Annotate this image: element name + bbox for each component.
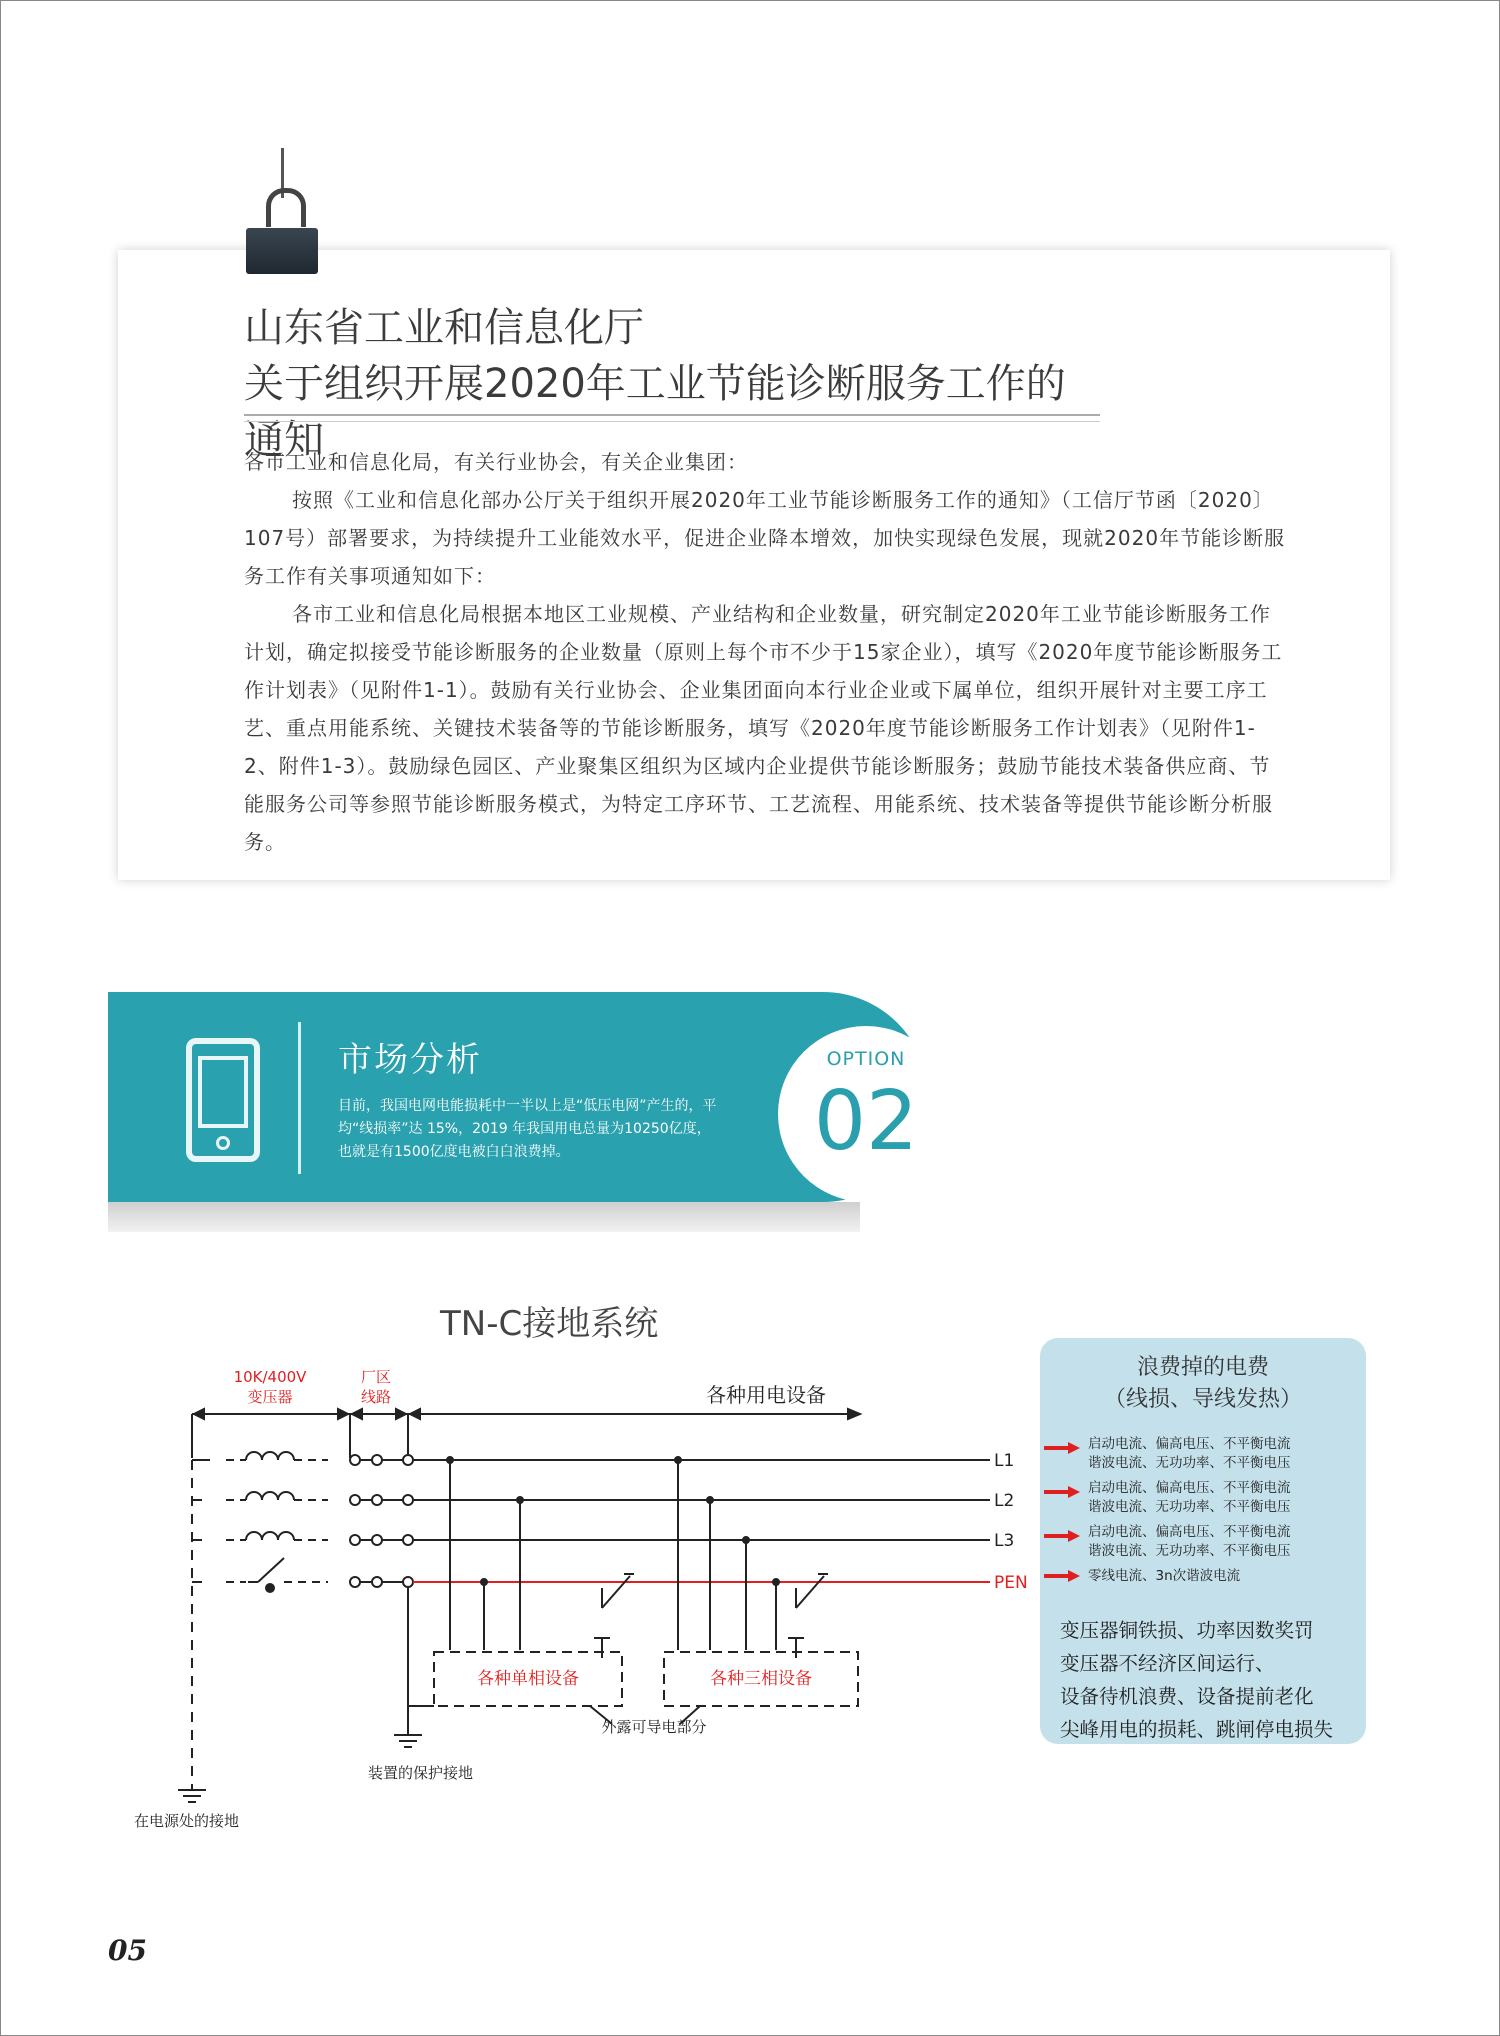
loss-item-l2 xyxy=(1088,1479,1291,1517)
loss-summary-line4: 尖峰用电的损耗、跳闸停电损失 xyxy=(1060,1718,1334,1741)
conductor-label-L3: L3 xyxy=(994,1531,1015,1551)
loss-title-line1: 浪费掉的电费 xyxy=(1136,1355,1269,1380)
loss-summary-line1: 变压器铜铁损、功率因数奖罚 xyxy=(1060,1619,1314,1642)
loss-title xyxy=(1040,1352,1366,1416)
arrow-right-icon xyxy=(1044,1570,1080,1582)
conductor-label-L1: L1 xyxy=(994,1451,1015,1471)
line-label-2: 线路 xyxy=(360,1388,392,1406)
binder-clip-body xyxy=(246,228,318,274)
dimension-line xyxy=(192,1409,860,1458)
source-ground-label: 在电源处的接地 xyxy=(134,1812,240,1830)
loss-item-l3 xyxy=(1088,1523,1291,1561)
page-number: 05 xyxy=(108,1934,147,1967)
conductor-label-L2: L2 xyxy=(994,1491,1015,1511)
loss-item-pen-line1: 零线电流、3n次谐波电流 xyxy=(1088,1568,1241,1584)
loss-summary-line3: 设备待机浪费、设备提前老化 xyxy=(1060,1685,1314,1708)
notice-body xyxy=(244,443,1288,861)
transformer-label-2: 变压器 xyxy=(247,1388,293,1406)
loss-item-l1-line2: 谐波电流、无功功率、不平衡电压 xyxy=(1088,1455,1291,1471)
conductors xyxy=(350,1455,990,1587)
source-ground-icon xyxy=(178,1790,206,1802)
notice-paragraph-1: 按照《工业和信息化部办公厅关于组织开展2020年工业节能诊断服务工作的通知》（工信厅节函〔2020〕107号）部署要求，为持续提升工业能效水平，促进企业降本增效，加快实现绿色发展，现就2020年节能诊断服务工作有关事项通知如下： xyxy=(244,488,1286,588)
market-text: 目前，我国电网电能损耗中一半以上是“低压电网”产生的，平均“线损率”达 15%，2019 年我国用电总量为10250亿度，也就是有1500亿度电被白白浪费掉。 xyxy=(338,1098,717,1160)
single-phase-label: 各种单相设备 xyxy=(477,1669,579,1689)
three-phase-label: 各种三相设备 xyxy=(710,1669,812,1689)
diagram-title: TN-C接地系统 xyxy=(440,1304,659,1344)
protective-ground-label: 装置的保护接地 xyxy=(368,1764,474,1782)
arrow-right-icon xyxy=(1044,1442,1080,1454)
protective-ground-icon xyxy=(394,1735,422,1747)
transformer-label-1: 10K/400V xyxy=(233,1368,307,1386)
banner-divider xyxy=(298,1022,301,1174)
loss-item-l2-line1: 启动电流、偏高电压、不平衡电流 xyxy=(1088,1480,1291,1496)
neutral-point xyxy=(265,1583,275,1593)
loss-title-line2: （线损、导线发热） xyxy=(1103,1387,1302,1412)
loss-summary xyxy=(1060,1614,1356,1746)
source-wiring xyxy=(192,1452,328,1790)
title-underline xyxy=(244,414,1100,422)
smartphone-icon xyxy=(186,1038,260,1162)
notice-title-line1: 山东省工业和信息化厅 xyxy=(244,305,644,351)
exposed-parts-label: 外露可导电部分 xyxy=(601,1718,707,1736)
equipment-taps xyxy=(447,1457,779,1650)
tn-c-diagram xyxy=(120,1360,1040,1840)
loss-item-l3-line1: 启动电流、偏高电压、不平衡电流 xyxy=(1088,1524,1291,1540)
equipment-label: 各种用电设备 xyxy=(706,1383,826,1407)
option-badge xyxy=(778,1026,954,1202)
line-label-1: 厂区 xyxy=(360,1368,392,1386)
phone-screen xyxy=(198,1056,248,1128)
binder-clip-icon xyxy=(266,188,306,227)
banner-shadow xyxy=(108,1202,860,1232)
loss-item-l1 xyxy=(1088,1435,1291,1473)
loss-panel xyxy=(1040,1338,1366,1744)
loss-item-l1-line1: 启动电流、偏高电压、不平衡电流 xyxy=(1088,1436,1291,1452)
option-label: OPTION xyxy=(826,1048,906,1070)
notice-title-line2: 关于组织开展2020年工业节能诊断服务工作的通知 xyxy=(244,361,1066,463)
loss-item-pen xyxy=(1088,1567,1240,1586)
loss-item-l2-line2: 谐波电流、无功功率、不平衡电压 xyxy=(1088,1499,1291,1515)
notice-paragraph-2: 各市工业和信息化局根据本地区工业规模、产业结构和企业数量，研究制定2020年工业节能诊断服务工作计划，确定拟接受节能诊断服务的企业数量（原则上每个市不少于15家企业），填写《2020年度节能诊断服务工作计划表》（见附件1-1）。鼓励有关行业协会、企业集团面向本行业企业或下属单位，组织开展针对主要工序工艺、重点用能系统、关键技术装备等的节能诊断服务，填写《2020年度节能诊断服务工作计划表》（见附件1-2、附件1-3）。鼓励绿色园区、产业聚集区组织为区域内企业提供节能诊断服务；鼓励节能技术装备供应商、节能服务公司等参照节能诊断服务模式，为特定工序环节、工艺流程、用能系统、技术装备等提供节能诊断分析服务。 xyxy=(244,602,1283,854)
arrow-right-icon xyxy=(1044,1486,1080,1498)
notice-salutation: 各市工业和信息化局，有关行业协会，有关企业集团： xyxy=(244,450,748,474)
loss-item-l3-line2: 谐波电流、无功功率、不平衡电压 xyxy=(1088,1543,1291,1559)
loss-summary-line2: 变压器不经济区间运行、 xyxy=(1060,1652,1275,1675)
conductor-label-PEN: PEN xyxy=(994,1573,1028,1593)
arrow-right-icon xyxy=(1044,1530,1080,1542)
phone-home-button xyxy=(216,1136,230,1150)
market-title: 市场分析 xyxy=(338,1040,482,1080)
option-number: 02 xyxy=(813,1074,919,1169)
